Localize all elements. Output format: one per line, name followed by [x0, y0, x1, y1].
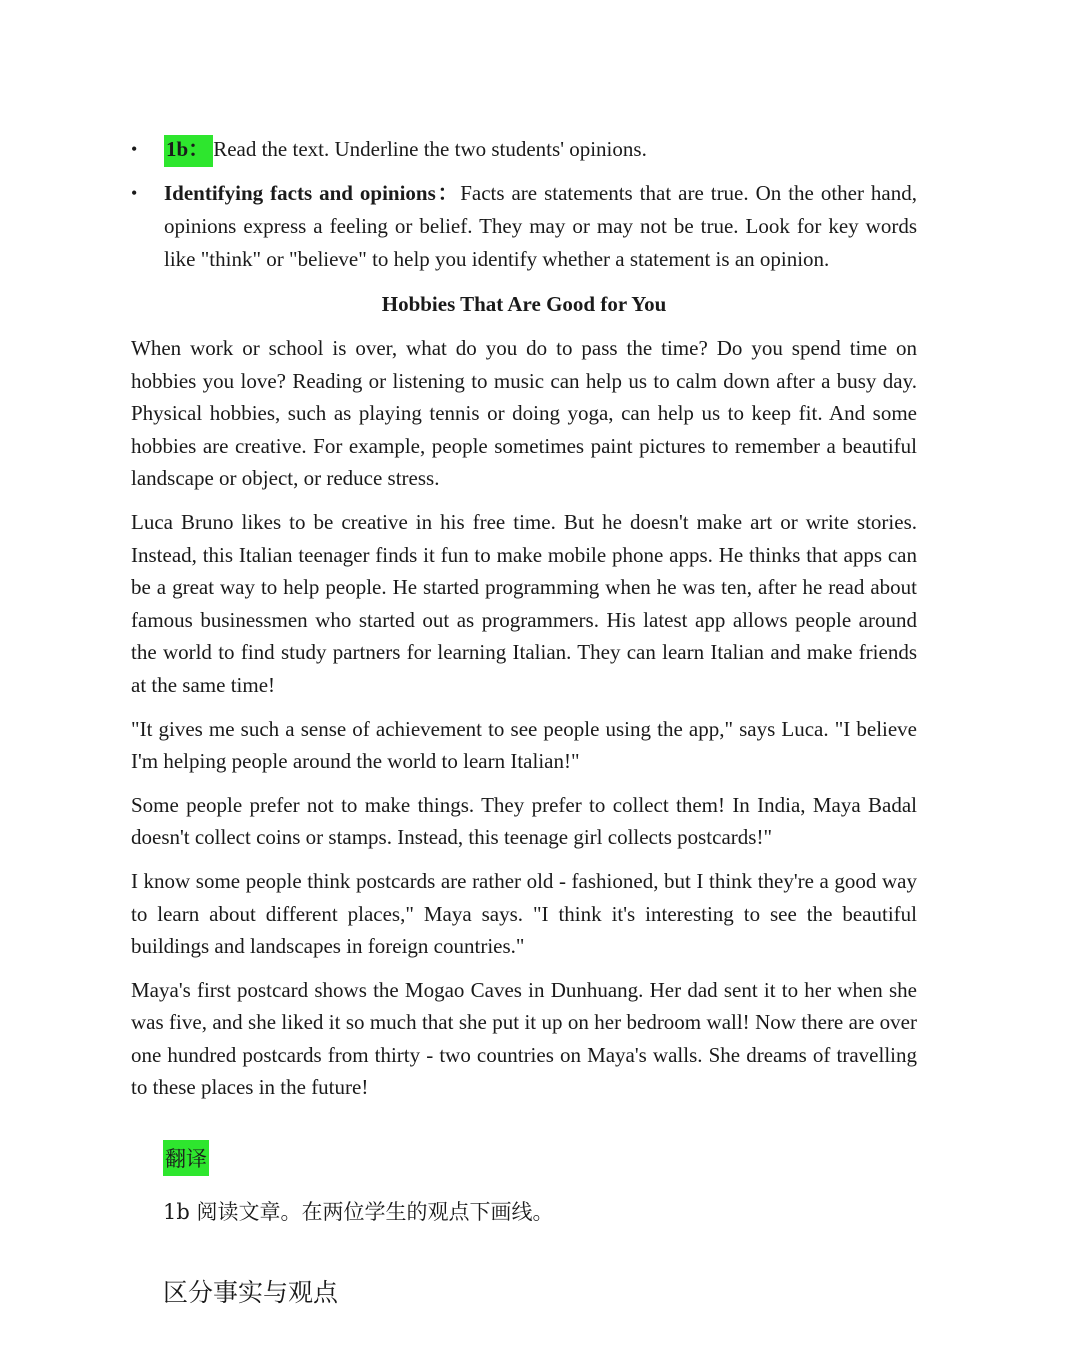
instruction-item-1b: [131, 133, 917, 166]
article-paragraph: I know some people think postcards are rather old - fashioned, but I think they're a good way to learn about different places," Maya says. "I think it's interesting to see the beautiful buildings and landscapes in foreign countries.": [131, 868, 917, 959]
task-instruction-text: Read the text. Underline the two students' opinions.: [213, 137, 647, 161]
bullet-icon: •: [131, 183, 138, 203]
strategy-label: Identifying facts and opinions：: [164, 181, 461, 205]
translation-task-line: 1b 阅读文章。在两位学生的观点下画线。: [163, 1200, 554, 1224]
bullet-icon: •: [131, 139, 138, 159]
article-body: [131, 332, 917, 1115]
article-paragraph: "It gives me such a sense of achievement to see people using the app," says Luca. "I believe I'm helping people around the world to learn Italian!": [131, 716, 917, 774]
article-paragraph: Maya's first postcard shows the Mogao Caves in Dunhuang. Her dad sent it to her when she was five, and she liked it so much that she put it up on her bedroom wall! Now there are over one hundred postcards from thirty - two countries on Maya's walls. She dreams of travelling to these places in the future!: [131, 977, 917, 1100]
strategy-text: Facts are statements that are true. On the other hand, opinions express a feeling or belief. They may or may not be true. Look for key words like "think" or "believe" to help you identify whether a statement is an opinion.: [164, 181, 918, 271]
article-paragraph: When work or school is over, what do you do to pass the time? Do you spend time on hobbies you love? Reading or listening to music can help us to calm down after a busy day. Physical hobbies, such as playing tennis or doing yoga, can help us to keep fit. And some hobbies are creative. For example, people sometimes paint pictures to remember a beautiful landscape or object, or reduce stress.: [131, 336, 917, 491]
translation-label-highlight: 翻译: [163, 1140, 209, 1176]
instruction-item-facts-opinions: [131, 177, 917, 276]
article-title: Hobbies That Are Good for You: [381, 292, 667, 316]
instruction-list: [131, 133, 917, 287]
task-tag-highlight: 1b：: [164, 135, 213, 167]
translation-heading: 区分事实与观点: [163, 1278, 339, 1307]
article-paragraph: Some people prefer not to make things. They prefer to collect them! In India, Maya Badal doesn't collect coins or stamps. Instead, this teenage girl collects postcards!": [131, 792, 917, 850]
article-paragraph: Luca Bruno likes to be creative in his free time. But he doesn't make art or write stories. Instead, this Italian teenager finds it fun to make mobile phone apps. He thinks that apps can be a great way to help people. He started programming when he was ten, after he read about famous businessmen who started out as programmers. His latest app allows people around the world to find study partners for learning Italian. They can learn Italian and make friends at the same time!: [131, 509, 917, 697]
